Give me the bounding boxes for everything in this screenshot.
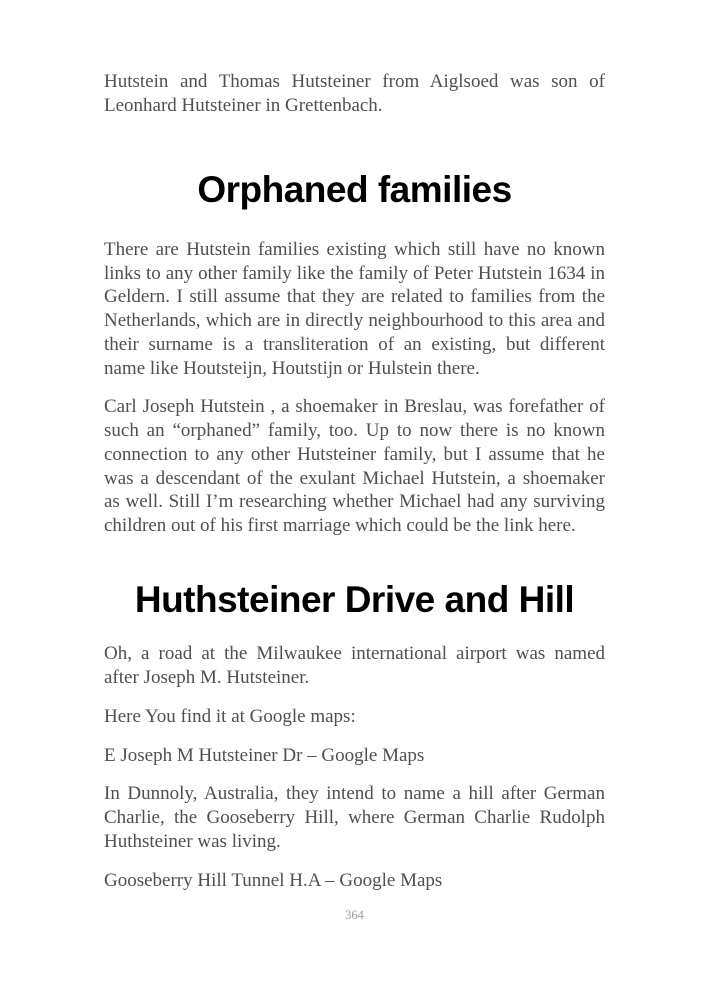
section-heading-orphaned-families: Orphaned families	[197, 168, 512, 210]
paragraph: There are Hutstein families existing which still have no known links to any other family like the family of Peter Hutstein 1634 in Geldern. I still assume that they are related to families from the Netherlands, which are in directly neighbourhood to this area and their surname is a transliteration of an existing, but different name like Houtsteijn, Houtstijn or Hulstein there.	[104, 238, 605, 379]
leading-paragraph: Hutstein and Thomas Hutsteiner from Aiglsoed was son of Leonhard Hutsteiner in Grettenbach.	[104, 71, 605, 116]
google-maps-link-text-tunnel: Gooseberry Hill Tunnel H.A – Google Maps	[104, 869, 443, 891]
paragraph: Oh, a road at the Milwaukee international airport was named after Joseph M. Hutsteiner.	[104, 643, 605, 689]
google-maps-link-text-drive: E Joseph M Hutsteiner Dr – Google Maps	[104, 744, 425, 766]
section-heading-huthsteiner-drive-and-hill: Huthsteiner Drive and Hill	[134, 578, 575, 620]
paragraph: In Dunnoly, Australia, they intend to name a hill after German Charlie, the Gooseberry Hill, where German Charlie Rudolph Huthsteiner was living.	[104, 783, 605, 852]
page-number: 364	[345, 908, 364, 923]
section-orphaned-families	[104, 118, 605, 538]
paragraph: Carl Joseph Hutstein , a shoemaker in Breslau, was forefather of such an “orphaned” family, too. Up to now there is no known connection to any other Hutsteiner family, but I assume that he was a descendant of the exulant Michael Hutstein, a shoemaker as well. Still I’m researching whether Michael had any surviving children out of his first marriage which could be the link here.	[104, 396, 605, 537]
section-huthsteiner-drive-and-hill	[104, 538, 605, 892]
paragraph: Here You find it at Google maps:	[104, 705, 356, 727]
